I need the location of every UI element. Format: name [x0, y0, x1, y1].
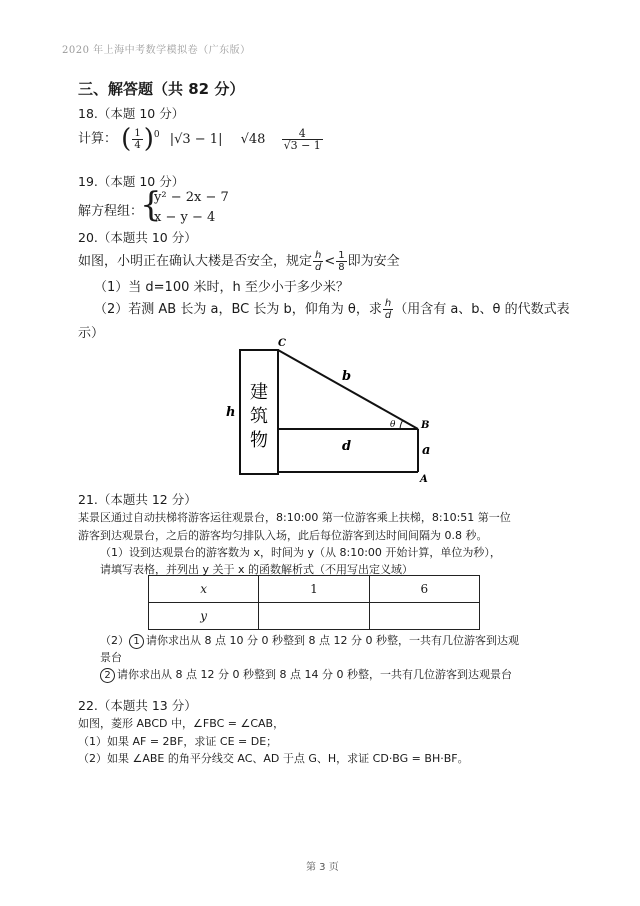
q18-label: 计算： — [78, 131, 118, 147]
q20-part1: （1）当 d=100 米时，h 至少小于多少米？ — [94, 280, 349, 295]
table-row — [149, 603, 480, 630]
q21-intro-1: 某景区通过自动扶梯将游客运往观景台，8:10:00 第一位游客乘上扶梯，8:10:51 第一位 — [78, 511, 511, 524]
q20-figure — [222, 336, 442, 484]
q20-number: 20.（本题共 10 分） — [78, 230, 197, 245]
q22-intro: 如图，菱形 ABCD 中，∠FBC = ∠CAB， — [78, 717, 285, 730]
label-h-side: h — [226, 405, 236, 420]
label-a-point: A — [420, 474, 428, 484]
q18-sqrt: √48 — [240, 131, 266, 147]
section-title: 三、解答题（共 82 分） — [78, 80, 245, 98]
q21-number: 21.（本题共 12 分） — [78, 492, 197, 507]
label-c: C — [278, 338, 286, 349]
label-b-side: b — [342, 369, 352, 384]
q22-number: 22.（本题共 13 分） — [78, 698, 197, 713]
q21-part2-1b: 景台 — [100, 651, 122, 664]
line-cb — [278, 350, 418, 429]
table-cell-y-label: y — [149, 603, 259, 630]
q18-paren-open: ( — [121, 124, 132, 154]
building-char-1: 建 — [250, 382, 268, 403]
q21-part2-1: （2） 1 请你求出从 8 点 10 分 0 秒整到 8 点 12 分 0 秒整，一共有几位游客到达观 — [100, 634, 519, 647]
q19-brace: { — [140, 185, 162, 225]
q22-part1: （1）如果 AF = 2BF，求证 CE = DE； — [78, 735, 278, 748]
table-cell-x-label: x — [149, 576, 259, 603]
q20-part2: （2）若测 AB 长为 a，BC 长为 b，仰角为 θ，求 $\frac{h}{d}$ （用含有 a、b、θ 的代数式表 — [94, 298, 570, 321]
q19-number: 19.（本题 10 分） — [78, 174, 185, 189]
q22-part2: （2）如果 ∠ABE 的角平分线交 AC、AD 于点 G、H，求证 CD·BG = BH·BF。 — [78, 752, 469, 765]
q20-part2-cont: 示） — [78, 326, 105, 341]
q21-intro-2: 游客到达观景台，之后的游客均匀排队入场，此后每位游客到达时间间隔为 0.8 秒。 — [78, 529, 488, 542]
circle-number-2: 2 — [100, 668, 115, 683]
building-char-3: 物 — [250, 430, 268, 451]
q21-table — [148, 575, 480, 630]
angle-arc — [400, 420, 403, 429]
q18-abs: |√3 − 1| — [169, 131, 223, 147]
q19-eq2: x − y − 4 — [154, 210, 216, 225]
q18-exponent: 0 — [153, 130, 160, 141]
q19-label: 解方程组： — [78, 204, 144, 219]
label-d-side: d — [342, 439, 352, 454]
label-b-point: B — [421, 420, 430, 431]
page-number: 第 3 页 — [306, 862, 339, 873]
q18-paren-close: ) — [143, 124, 154, 154]
q21-part2-2: 2 请你求出从 8 点 12 分 0 秒整到 8 点 14 分 0 秒整，一共有几位游客到达观景台 — [100, 666, 512, 683]
q21-part1-2: 请填写表格，并列出 y 关于 x 的函数解析式（不用写出定义域） — [100, 563, 414, 576]
q18-expression — [78, 124, 324, 154]
label-theta: θ — [390, 420, 396, 430]
q20-intro: 如图，小明正在确认大楼是否安全，规定 $\frac{h}{d}$ < $\frac{1}{8}$ 即为安全 — [78, 250, 400, 273]
q21-part1-1: （1）设到达观景台的游客数为 x，时间为 y（从 8:10:00 开始计算，单位为秒）， — [100, 546, 501, 559]
table-cell-col1: 1 — [259, 576, 369, 603]
q18-tail-fraction: $\frac{4}{√3 - 1}$ — [283, 126, 321, 152]
label-a-side: a — [422, 443, 431, 458]
table-row — [149, 576, 480, 603]
q18-fraction: $\frac{1}{4}$ — [134, 127, 141, 151]
circle-number-1: 1 — [129, 634, 144, 649]
q18-number: 18.（本题 10 分） — [78, 106, 185, 121]
table-cell-y6[interactable] — [369, 603, 479, 630]
building-char-2: 筑 — [250, 406, 268, 427]
page-header: 2020 年上海中考数学模拟卷（广东版） — [62, 45, 251, 56]
table-cell-col2: 6 — [369, 576, 479, 603]
table-cell-y1[interactable] — [259, 603, 369, 630]
q19-eq1: y² − 2x − 7 — [154, 190, 229, 205]
